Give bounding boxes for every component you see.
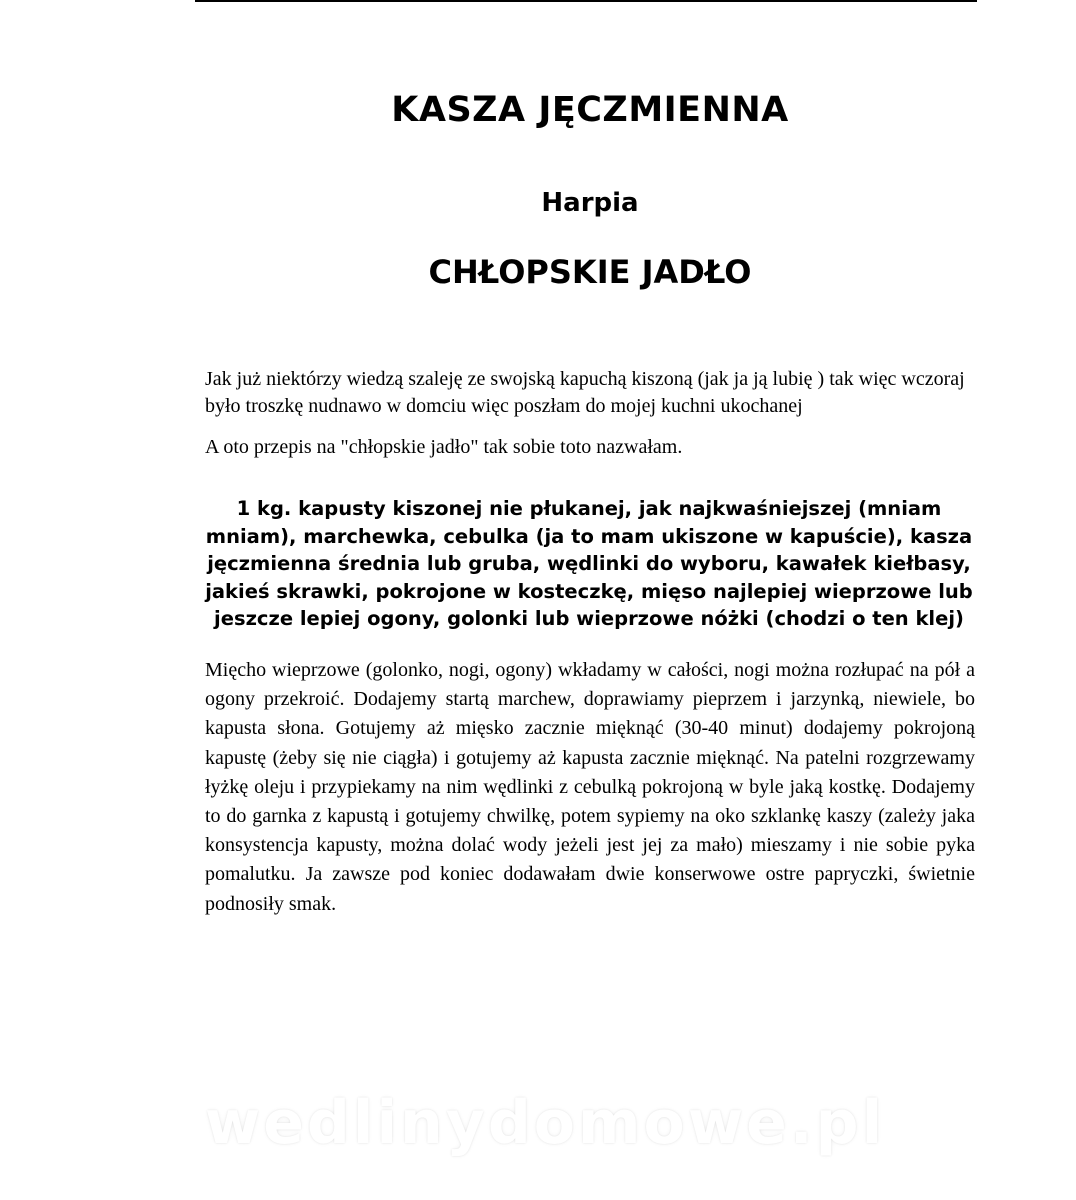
ingredients-list: 1 kg. kapusty kiszonej nie płukanej, jak najkwaśniejszej (mniam mniam), marchewka, cebulka (ja to mam ukiszone w kapuście), kasza jęczmienna średnia lub gruba, wędlinki do wyboru, kawałek kiełbasy, jakieś skrawki, pokrojone w kosteczkę, mięso najlepiej wieprzowe lub jeszcze lepiej ogony, golonki lub wieprzowe nóżki (chodzi o ten klej): [205, 497, 973, 630]
watermark: wedlinydomowe.pl: [204, 1088, 886, 1158]
recipe-title: KASZA JĘCZMIENNA: [391, 90, 789, 130]
top-rule: [195, 0, 977, 2]
intro-paragraph-2: A oto przepis na "chłopskie jadło" tak sobie toto nazwałam.: [205, 436, 683, 458]
author-name: Harpia: [541, 188, 639, 218]
intro-paragraph: Jak już niektórzy wiedzą szaleję ze swojską kapuchą kiszoną (jak ja ją lubię ) tak więc wczoraj było troszkę nudnawo w domciu więc poszłam do mojej kuchni ukochanej: [205, 368, 965, 417]
method-paragraph: Mięcho wieprzowe (golonko, nogi, ogony) wkładamy w całości, nogi można rozłupać na pół a ogony przekroić. Dodajemy startą marchew, doprawiamy pieprzem i jarzynką, niewiele, bo kapusta słona. Gotujemy aż mięsko zacznie mięknąć (30-40 minut) dodajemy pokrojoną kapustę (żeby się nie ciągła) i gotujemy aż kapusta zacznie mięknąć. Na patelni rozgrzewamy łyżkę oleju i przypiekamy na nim wędlinki z cebulką pokrojoną w byle jaką kostkę. Dodajemy to do garnka z kapustą i gotujemy chwilkę, potem sypiemy na oko szklankę kaszy (zależy jaka konsystencja kapusty, można dolać wody jeżeli jest jej za mało) mieszamy i nie sobie pyka pomalutku. Ja zawsze pod koniec dodawałam dwie konserwowe ostre papryczki, świetnie podnosiły smak.: [205, 659, 975, 915]
recipe-subtitle: CHŁOPSKIE JADŁO: [428, 253, 752, 291]
